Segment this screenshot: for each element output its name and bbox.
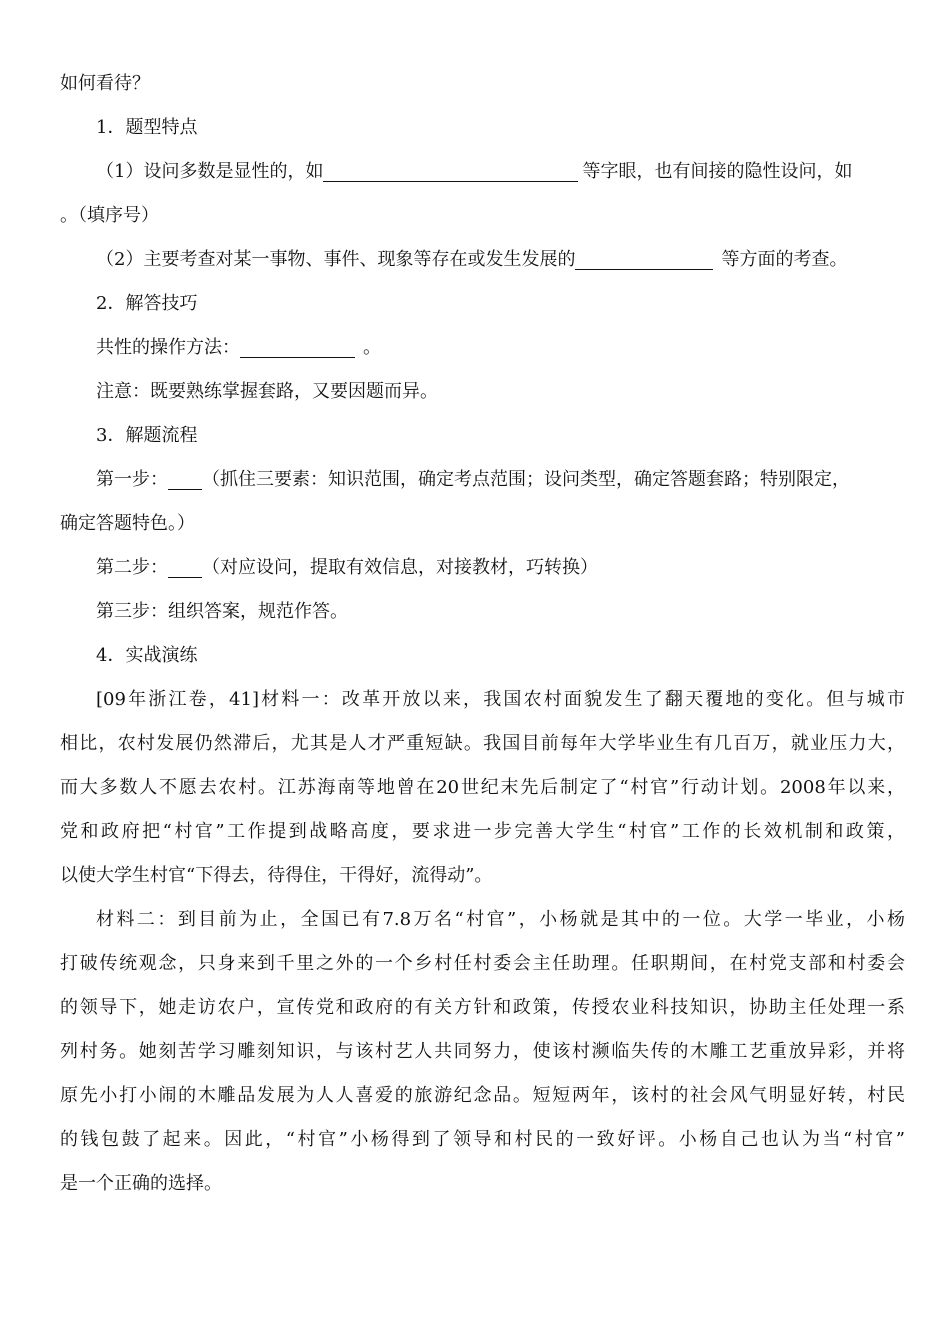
text-segment: （抓住三要素：知识范围，确定考点范围；设问类型，确定答题套路；特别限定，	[202, 469, 850, 490]
text-segment: （对应设问，提取有效信息，对接教材，巧转换）	[202, 557, 598, 578]
section-heading-practice: 4．实战演练	[96, 645, 198, 666]
question-features-item-1	[60, 150, 905, 194]
step-one-line-cont: 确定答题特色。）	[60, 513, 195, 534]
fill-in-blank[interactable]	[168, 555, 202, 578]
text-line: 如何看待？	[60, 73, 150, 94]
text-segment: 第二步：	[96, 557, 168, 578]
text-segment: （1）设问多数是显性的，如	[96, 161, 324, 182]
material-one-line: 以使大学生村官“下得去，待得住，干得好，流得动”。	[60, 865, 493, 886]
material-two-line: 材料二：到目前为止，全国已有7.8万名“村官”，小杨就是其中的一位。大学一毕业，小杨	[96, 909, 905, 930]
fill-in-blank[interactable]	[323, 159, 578, 182]
note-line: 注意：既要熟练掌握套路，又要因题而异。	[96, 381, 438, 402]
fill-in-blank[interactable]	[575, 247, 713, 270]
document-page	[60, 62, 905, 1206]
question-features-item-1-cont: 。（填序号）	[60, 205, 159, 226]
material-one-line: 党和政府把“村官”工作提到战略高度，要求进一步完善大学生“村官”工作的长效机制和政策，	[60, 821, 905, 842]
material-two-line: 列村务。她刻苦学习雕刻知识，与该村艺人共同努力，使该村濒临失传的木雕工艺重放异彩，并将	[60, 1041, 905, 1062]
step-two-line	[60, 546, 905, 590]
material-two-line: 打破传统观念，只身来到千里之外的一个乡村任村委会主任助理。任职期间，在村党支部和村委会	[60, 953, 905, 974]
material-one-line: 而大多数人不愿去农村。江苏海南等地曾在20世纪末先后制定了“村官”行动计划。2008年以来，	[60, 777, 905, 798]
fill-in-blank[interactable]	[168, 467, 202, 490]
section-heading-solving-process: 3．解题流程	[96, 425, 198, 446]
text-segment: 。	[363, 337, 381, 358]
step-one-line	[60, 458, 905, 502]
section-heading-question-features: 1．题型特点	[96, 117, 198, 138]
common-method-line	[60, 326, 905, 370]
text-segment: 共性的操作方法：	[96, 337, 240, 358]
text-segment: 等方面的考查。	[721, 249, 848, 270]
material-two-line: 原先小打小闹的木雕品发展为人人喜爱的旅游纪念品。短短两年，该村的社会风气明显好转，村民	[60, 1085, 905, 1106]
material-two-line: 的钱包鼓了起来。因此，“村官”小杨得到了领导和村民的一致好评。小杨自己也认为当“村官”	[60, 1129, 905, 1150]
material-one-line: [09年浙江卷，41]材料一：改革开放以来，我国农村面貌发生了翻天覆地的变化。但与城市	[96, 689, 905, 710]
text-segment: 等字眼，也有间接的隐性设问，如	[582, 161, 853, 182]
material-two-line: 是一个正确的选择。	[60, 1173, 222, 1194]
question-features-item-2	[60, 238, 905, 282]
step-three-line: 第三步：组织答案，规范作答。	[96, 601, 348, 622]
material-two-line: 的领导下，她走访农户，宣传党和政府的有关方针和政策，传授农业科技知识，协助主任处理一系	[60, 997, 905, 1018]
fill-in-blank[interactable]	[240, 335, 355, 358]
section-heading-answer-skills: 2．解答技巧	[96, 293, 198, 314]
material-one-line: 相比，农村发展仍然滞后，尤其是人才严重短缺。我国目前每年大学毕业生有几百万，就业压力大，	[60, 733, 905, 754]
text-segment: （2）主要考查对某一事物、事件、现象等存在或发生发展的	[96, 249, 576, 270]
text-segment: 第一步：	[96, 469, 168, 490]
